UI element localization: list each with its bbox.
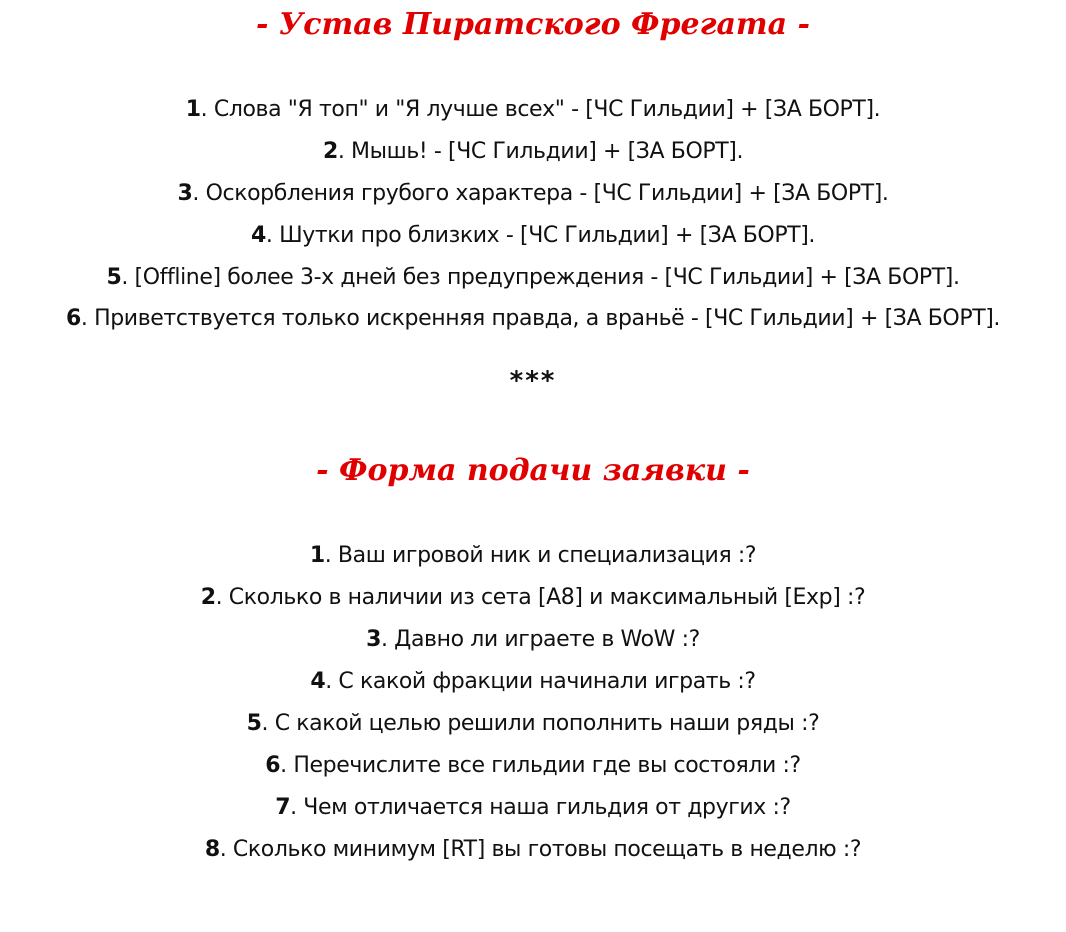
rule-item xyxy=(0,257,1066,299)
section-separator: *** xyxy=(509,366,557,396)
rule-number: 3 xyxy=(177,181,193,206)
rule-number: 4 xyxy=(251,223,266,248)
question-text: . С какой целью решили пополнить наши ряды :? xyxy=(261,711,820,736)
rule-number: 5 xyxy=(106,265,122,290)
rule-number: 2 xyxy=(322,139,338,164)
rule-text: . Шутки про близких - [ЧС Гильдии] + [ЗА БОРТ]. xyxy=(265,223,815,248)
question-text: . Сколько минимум [RT] вы готовы посещать в неделю :? xyxy=(219,837,862,862)
rule-text: . Слова "Я топ" и "Я лучше всех" - [ЧС Гильдии] + [ЗА БОРТ]. xyxy=(200,97,881,122)
question-number: 5 xyxy=(246,711,262,736)
question-number: 6 xyxy=(265,753,281,778)
rule-text: . Приветствуется только искренняя правда, а враньё - [ЧС Гильдии] + [ЗА БОРТ]. xyxy=(80,306,1001,331)
rule-item xyxy=(0,131,1066,173)
question-text: . Чем отличается наша гильдия от других :? xyxy=(290,795,791,820)
rule-text: . Мышь! - [ЧС Гильдии] + [ЗА БОРТ]. xyxy=(337,139,744,164)
question-item xyxy=(0,577,1066,619)
question-text: . Давно ли играете в WoW :? xyxy=(381,627,700,652)
question-text: . Перечислите все гильдии где вы состояли :? xyxy=(280,753,801,778)
question-number: 4 xyxy=(310,669,326,694)
question-item xyxy=(0,787,1066,829)
question-number: 2 xyxy=(200,585,216,610)
charter-title: - Устав Пиратского Фрегата - xyxy=(256,7,810,42)
question-item xyxy=(0,535,1066,577)
question-text: . Ваш игровой ник и специализация :? xyxy=(324,543,757,568)
question-item xyxy=(0,661,1066,703)
question-number: 3 xyxy=(366,627,381,652)
question-item xyxy=(0,745,1066,787)
rule-text: . Оскорбления грубого характера - [ЧС Гильдии] + [ЗА БОРТ]. xyxy=(192,181,889,206)
question-number: 8 xyxy=(204,837,220,862)
rule-item xyxy=(0,173,1066,215)
rule-item xyxy=(43,299,1023,339)
application-form-title: - Форма подачи заявки - xyxy=(316,453,750,488)
rule-item xyxy=(0,89,1066,131)
question-number: 7 xyxy=(275,795,291,820)
rule-number: 6 xyxy=(65,306,81,331)
question-item xyxy=(0,619,1066,661)
question-item xyxy=(0,829,1066,871)
question-item xyxy=(0,703,1066,745)
question-number: 1 xyxy=(309,543,325,568)
rule-item xyxy=(0,215,1066,257)
charter-rules-list xyxy=(0,89,1066,339)
application-questions-list xyxy=(0,535,1066,871)
question-text: . С какой фракции начинали играть :? xyxy=(325,669,756,694)
spacer xyxy=(0,401,1066,451)
rule-text: . [Offline] более 3-х дней без предупреждения - [ЧС Гильдии] + [ЗА БОРТ]. xyxy=(121,265,960,290)
rule-number: 1 xyxy=(185,97,201,122)
question-text: . Сколько в наличии из сета [A8] и максимальный [Exp] :? xyxy=(215,585,866,610)
